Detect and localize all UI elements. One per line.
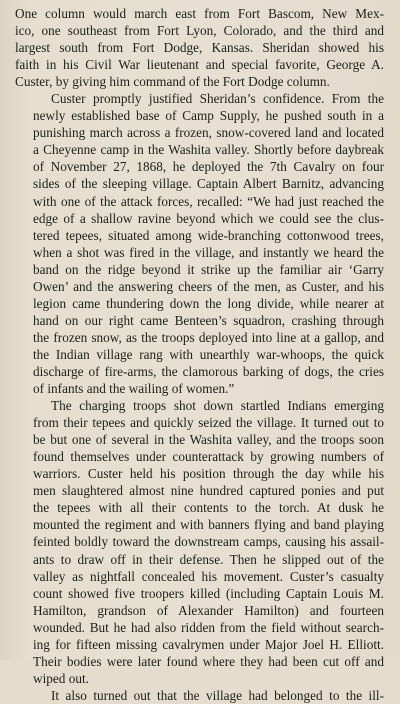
text-line: feinted boldly toward the downstream camps, causing his assail- bbox=[33, 534, 384, 550]
text-line: warriors. Custer held his position through the day while his bbox=[33, 466, 384, 482]
text-line: newly established base of Camp Supply, he pushed south in a bbox=[33, 108, 384, 124]
text-line: with one of the attack forces, recalled: “We had just reached the bbox=[33, 193, 384, 209]
text-line: be but one of several in the Washita valley, and the troops soon bbox=[33, 432, 384, 448]
text-line: Owen’ and the answering cheers of the men, as Custer, and his bbox=[33, 278, 384, 294]
text-line: hand on our right came Benteen’s squadron, crashing through bbox=[33, 312, 384, 328]
text-line: tered tepees, situated among wide-branching cottonwood trees, bbox=[33, 227, 384, 243]
text-line: wiped out. bbox=[33, 670, 89, 686]
text-line: of November 27, 1868, he deployed the 7th Cavalry on four bbox=[33, 159, 384, 175]
paragraph bbox=[15, 687, 384, 704]
text-line: when a shot was fired in the village, and instantly we heard the bbox=[33, 244, 384, 260]
text-line: men slaughtered almost nine hundred captured ponies and put bbox=[33, 483, 384, 499]
text-line: One column would march east from Fort Bascom, New Mex- bbox=[15, 6, 384, 21]
paragraph bbox=[15, 397, 384, 687]
text-line: edge of a shallow ravine beyond which we could see the clus- bbox=[33, 210, 384, 226]
paragraph bbox=[15, 90, 384, 397]
text-line: discharge of fire-arms, the clamorous barking of dogs, the cries bbox=[33, 363, 384, 379]
text-line: The charging troops shot down startled Indians emerging bbox=[51, 398, 384, 414]
text-line: band on the ridge beyond it strike up the familiar air ‘Garry bbox=[33, 261, 384, 277]
text-line: wounded. But he had also ridden from the field without search- bbox=[33, 619, 384, 635]
text-line: a Cheyenne camp in the Washita valley. Shortly before daybreak bbox=[33, 142, 384, 158]
body-text bbox=[15, 5, 384, 704]
text-line: punishing march across a frozen, snow-covered land and located bbox=[33, 125, 384, 141]
text-line: Custer promptly justified Sheridan’s confidence. From the bbox=[51, 91, 384, 107]
text-line: Hamilton, grandson of Alexander Hamilton) and fourteen bbox=[33, 602, 384, 618]
text-line: ico, one southeast from Fort Lyon, Colorado, and the third and bbox=[15, 23, 384, 39]
text-line: the frozen snow, as the troops deployed into line at a gallop, and bbox=[33, 329, 384, 345]
text-line: mounted the regiment and with banners flying and band playing bbox=[33, 517, 384, 533]
text-line: sides of the sleeping village. Captain Albert Barnitz, advancing bbox=[33, 176, 384, 192]
text-line: the tepees with all their contents to the torch. At dusk he bbox=[33, 500, 384, 516]
text-line: the Indian village rang with unearthly war-whoops, the quick bbox=[33, 346, 384, 362]
text-line: largest south from Fort Dodge, Kansas. Sheridan showed his bbox=[15, 40, 384, 56]
paragraph bbox=[15, 5, 384, 90]
text-line: ing for fifteen missing cavalrymen under Major Joel H. Elliott. bbox=[33, 636, 384, 652]
text-line: from their tepees and quickly seized the village. It turned out to bbox=[33, 415, 384, 431]
text-line: count showed five troopers killed (including Captain Louis M. bbox=[33, 585, 384, 601]
text-line: valley as nightfall concealed his movement. Custer’s casualty bbox=[33, 568, 384, 584]
text-line: It also turned out that the village had belonged to the ill- bbox=[51, 687, 384, 703]
text-line: Custer, by giving him command of the Fort Dodge column. bbox=[15, 74, 330, 90]
text-line: faith in his Civil War lieutenant and special favorite, George A. bbox=[15, 57, 384, 73]
text-line: ants to draw off in their defense. Then he slipped out of the bbox=[33, 551, 384, 567]
text-line: found themselves under counterattack by growing numbers of bbox=[33, 449, 384, 465]
text-line: legion came thundering down the long divide, while nearer at bbox=[33, 295, 384, 311]
text-line: Their bodies were later found where they had been cut off and bbox=[33, 653, 384, 669]
text-line: of infants and the wailing of women.” bbox=[33, 381, 235, 397]
